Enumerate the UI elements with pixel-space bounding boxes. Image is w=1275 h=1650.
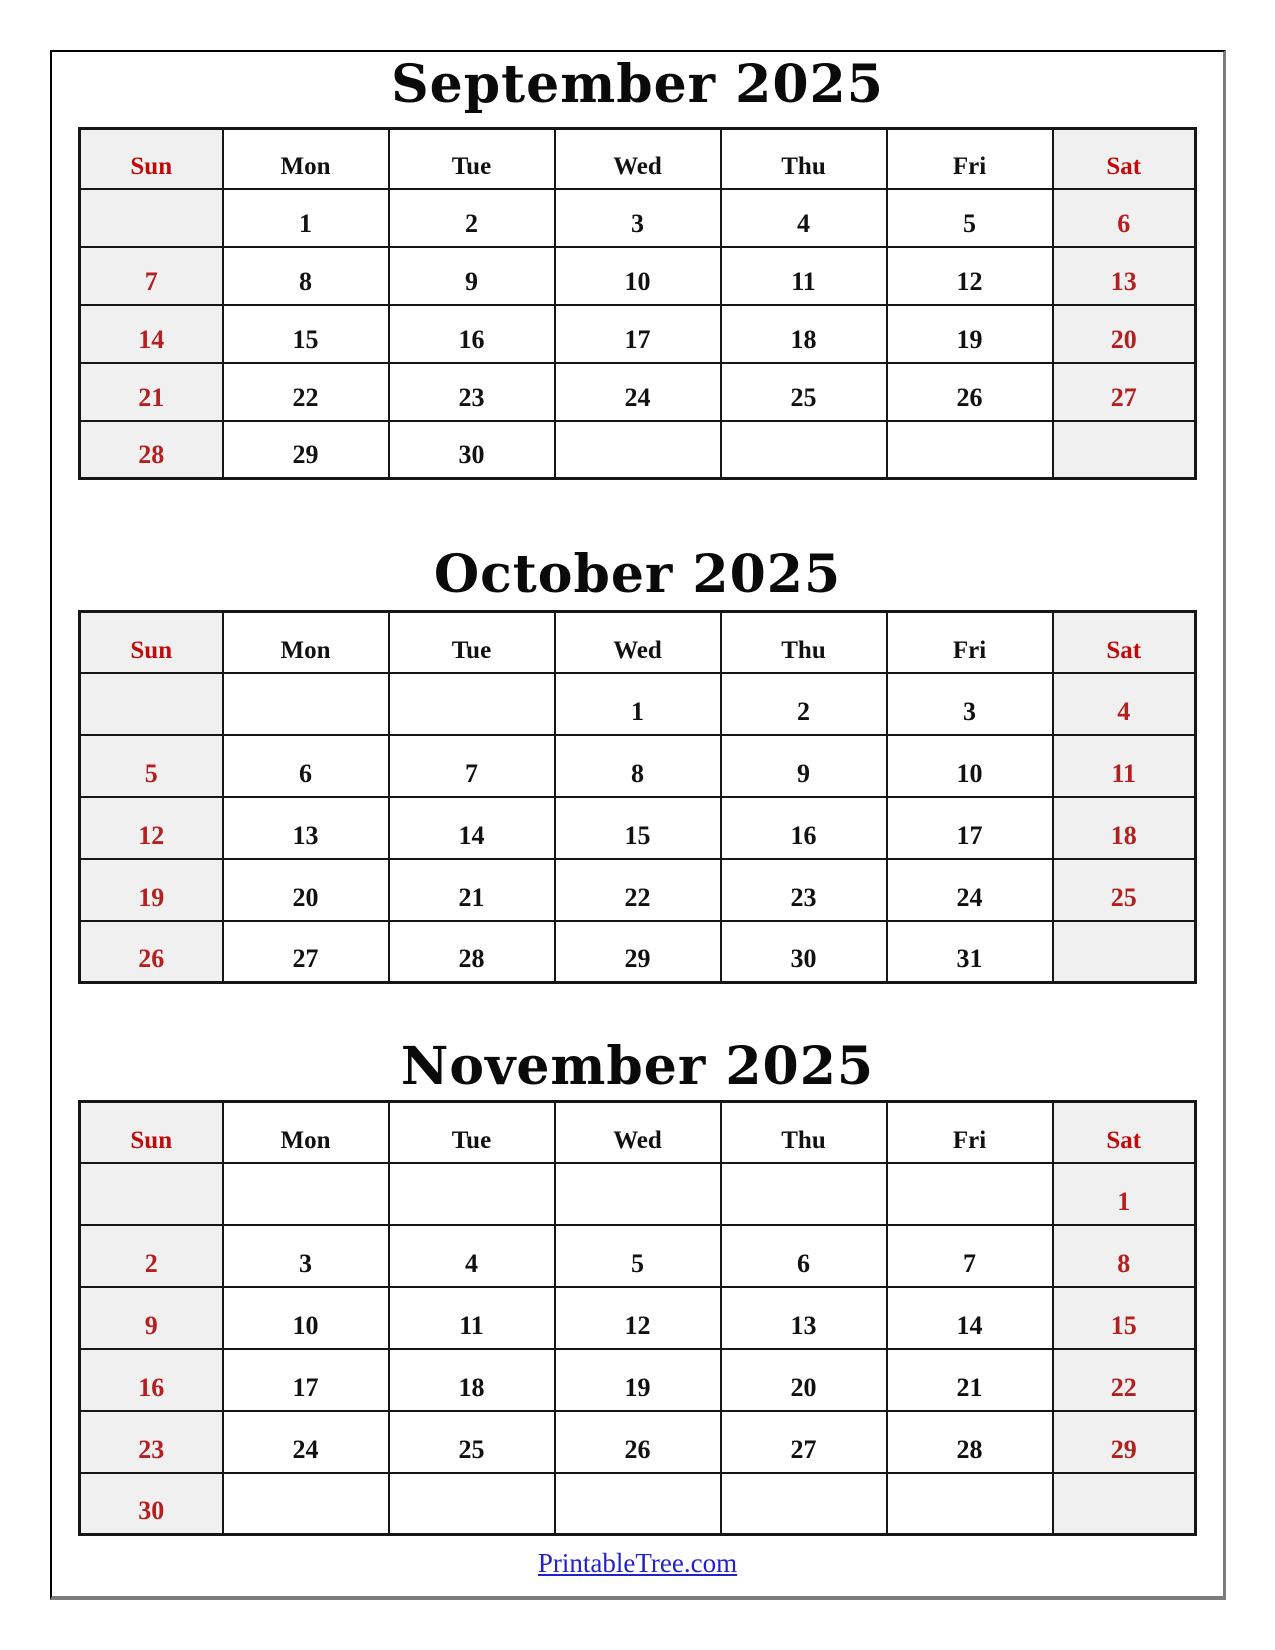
day-cell-15: 15 [555,797,721,859]
week-row [80,673,1196,735]
month-title-november: November 2025 [400,1036,875,1097]
week-row [80,1225,1196,1287]
day-cell-27: 27 [721,1411,887,1473]
day-cell-18: 18 [389,1349,555,1411]
day-cell-23: 23 [80,1411,223,1473]
day-cell-10: 10 [223,1287,389,1349]
month-title-october: October 2025 [433,544,842,605]
day-cell-20: 20 [223,859,389,921]
day-cell-30: 30 [721,921,887,983]
empty-day-cell [555,421,721,479]
day-cell-19: 19 [887,305,1053,363]
day-cell-22: 22 [1053,1349,1196,1411]
day-cell-30: 30 [389,421,555,479]
day-cell-23: 23 [721,859,887,921]
day-cell-4: 4 [1053,673,1196,735]
empty-day-cell [887,421,1053,479]
day-cell-3: 3 [555,189,721,247]
day-cell-17: 17 [555,305,721,363]
empty-day-cell [223,1163,389,1225]
week-row [80,921,1196,983]
day-cell-2: 2 [80,1225,223,1287]
weekday-header-tue: Tue [389,1102,555,1163]
day-cell-28: 28 [887,1411,1053,1473]
day-cell-12: 12 [555,1287,721,1349]
week-row [80,735,1196,797]
day-cell-24: 24 [223,1411,389,1473]
day-cell-14: 14 [887,1287,1053,1349]
weekday-header-thu: Thu [721,1102,887,1163]
day-cell-21: 21 [389,859,555,921]
weekday-header-sat: Sat [1053,1102,1196,1163]
day-cell-22: 22 [555,859,721,921]
day-cell-16: 16 [80,1349,223,1411]
day-cell-19: 19 [555,1349,721,1411]
day-cell-10: 10 [555,247,721,305]
empty-day-cell [80,1163,223,1225]
day-cell-6: 6 [1053,189,1196,247]
empty-day-cell [721,421,887,479]
day-cell-15: 15 [1053,1287,1196,1349]
week-row [80,1287,1196,1349]
day-cell-4: 4 [389,1225,555,1287]
day-cell-26: 26 [555,1411,721,1473]
empty-day-cell [555,1473,721,1535]
day-cell-12: 12 [887,247,1053,305]
week-row [80,247,1196,305]
weekday-header-thu: Thu [721,612,887,673]
week-row [80,189,1196,247]
day-cell-23: 23 [389,363,555,421]
empty-day-cell [1053,921,1196,983]
empty-day-cell [721,1163,887,1225]
day-cell-1: 1 [223,189,389,247]
week-row [80,305,1196,363]
day-cell-9: 9 [389,247,555,305]
empty-day-cell [555,1163,721,1225]
day-cell-24: 24 [887,859,1053,921]
day-cell-27: 27 [1053,363,1196,421]
printabletree-link[interactable]: PrintableTree.com [537,1548,738,1578]
empty-day-cell [80,189,223,247]
weekday-header-fri: Fri [887,129,1053,189]
day-cell-21: 21 [887,1349,1053,1411]
day-cell-11: 11 [721,247,887,305]
day-cell-25: 25 [721,363,887,421]
day-cell-4: 4 [721,189,887,247]
empty-day-cell [389,673,555,735]
day-cell-6: 6 [721,1225,887,1287]
calendar-table-september [78,127,1197,480]
week-row [80,1411,1196,1473]
day-cell-16: 16 [389,305,555,363]
day-cell-31: 31 [887,921,1053,983]
day-cell-18: 18 [1053,797,1196,859]
empty-day-cell [1053,1473,1196,1535]
empty-day-cell [80,673,223,735]
day-cell-25: 25 [1053,859,1196,921]
day-cell-5: 5 [555,1225,721,1287]
empty-day-cell [721,1473,887,1535]
day-cell-9: 9 [80,1287,223,1349]
day-cell-26: 26 [887,363,1053,421]
day-cell-14: 14 [80,305,223,363]
day-cell-10: 10 [887,735,1053,797]
day-cell-13: 13 [1053,247,1196,305]
day-cell-17: 17 [223,1349,389,1411]
empty-day-cell [223,673,389,735]
day-cell-27: 27 [223,921,389,983]
weekday-header-thu: Thu [721,129,887,189]
day-cell-28: 28 [389,921,555,983]
weekday-header-tue: Tue [389,612,555,673]
day-cell-7: 7 [389,735,555,797]
weekday-header-sun: Sun [80,612,223,673]
weekday-header-sat: Sat [1053,612,1196,673]
day-cell-24: 24 [555,363,721,421]
page-frame [50,50,1226,1600]
weekday-header-wed: Wed [555,129,721,189]
day-cell-9: 9 [721,735,887,797]
week-row [80,1163,1196,1225]
week-row [80,421,1196,479]
weekday-header-wed: Wed [555,612,721,673]
day-cell-29: 29 [1053,1411,1196,1473]
day-cell-3: 3 [887,673,1053,735]
day-cell-25: 25 [389,1411,555,1473]
day-cell-5: 5 [887,189,1053,247]
weekday-header-tue: Tue [389,129,555,189]
weekday-header-row [80,129,1196,189]
day-cell-13: 13 [223,797,389,859]
day-cell-7: 7 [887,1225,1053,1287]
month-title-september: September 2025 [391,54,884,115]
weekday-header-mon: Mon [223,129,389,189]
day-cell-11: 11 [1053,735,1196,797]
day-cell-26: 26 [80,921,223,983]
week-row [80,1349,1196,1411]
day-cell-1: 1 [555,673,721,735]
day-cell-2: 2 [389,189,555,247]
empty-day-cell [887,1163,1053,1225]
day-cell-14: 14 [389,797,555,859]
day-cell-29: 29 [555,921,721,983]
day-cell-19: 19 [80,859,223,921]
day-cell-17: 17 [887,797,1053,859]
day-cell-3: 3 [223,1225,389,1287]
day-cell-7: 7 [80,247,223,305]
weekday-header-wed: Wed [555,1102,721,1163]
day-cell-20: 20 [721,1349,887,1411]
day-cell-8: 8 [555,735,721,797]
empty-day-cell [389,1163,555,1225]
weekday-header-fri: Fri [887,612,1053,673]
day-cell-5: 5 [80,735,223,797]
weekday-header-row [80,1102,1196,1163]
calendar-table-october [78,610,1197,984]
day-cell-18: 18 [721,305,887,363]
calendar-table-november [78,1100,1197,1536]
week-row [80,859,1196,921]
day-cell-11: 11 [389,1287,555,1349]
empty-day-cell [887,1473,1053,1535]
weekday-header-sun: Sun [80,1102,223,1163]
day-cell-8: 8 [1053,1225,1196,1287]
empty-day-cell [1053,421,1196,479]
empty-day-cell [389,1473,555,1535]
weekday-header-mon: Mon [223,612,389,673]
day-cell-16: 16 [721,797,887,859]
day-cell-15: 15 [223,305,389,363]
week-row [80,1473,1196,1535]
weekday-header-sat: Sat [1053,129,1196,189]
week-row [80,363,1196,421]
day-cell-8: 8 [223,247,389,305]
day-cell-20: 20 [1053,305,1196,363]
day-cell-21: 21 [80,363,223,421]
day-cell-13: 13 [721,1287,887,1349]
weekday-header-sun: Sun [80,129,223,189]
day-cell-29: 29 [223,421,389,479]
day-cell-12: 12 [80,797,223,859]
empty-day-cell [223,1473,389,1535]
day-cell-1: 1 [1053,1163,1196,1225]
day-cell-6: 6 [223,735,389,797]
weekday-header-fri: Fri [887,1102,1053,1163]
week-row [80,797,1196,859]
day-cell-30: 30 [80,1473,223,1535]
day-cell-28: 28 [80,421,223,479]
footer [52,1548,1223,1579]
weekday-header-mon: Mon [223,1102,389,1163]
day-cell-2: 2 [721,673,887,735]
weekday-header-row [80,612,1196,673]
day-cell-22: 22 [223,363,389,421]
